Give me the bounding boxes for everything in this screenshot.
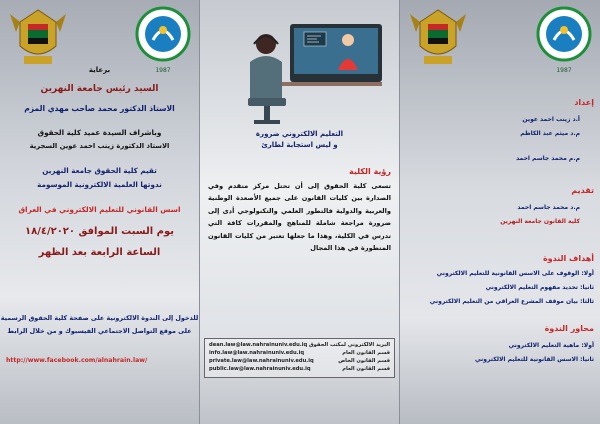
- contact-email[interactable]: public.law@law.nahrainuniv.edu.iq: [209, 366, 311, 372]
- moderator-item: كلية القانون جامعة النهرين: [500, 218, 580, 225]
- prepared-item: أ.د زينب احمد عوين: [522, 116, 580, 123]
- president-name: الاستاذ الدكتور محمد صاحب مهدي المزم: [24, 104, 175, 113]
- moderator-title: تقديم: [571, 186, 594, 195]
- symposium-title: اسس القانوني للتعليم الالكتروني في العراق: [18, 205, 181, 214]
- organizer-line: تقيم كلية الحقوق جامعة النهرين: [42, 166, 157, 175]
- middle-panel: [200, 0, 399, 424]
- iraq-emblem-icon: [8, 4, 68, 74]
- event-date: يوم السبت الموافق ١٨/٤/٢٠٢٠: [24, 226, 174, 237]
- goal-item: أولا: الوقوف على الاسس القانونية للتعليم الالكتروني: [436, 270, 594, 277]
- left-panel: [0, 0, 199, 424]
- axis-item: ثانيا: الاسس القانونية للتعليم الالكتروني: [474, 356, 594, 363]
- symposium-label: ندوتها العلمية الالكترونية الموسومة: [37, 180, 162, 189]
- axis-item: أولا: ماهية التعليم الالكتروني: [508, 342, 594, 349]
- contact-label: قسم القانون العام: [342, 350, 390, 356]
- supervision-label: وباشراف السيدة عميد كلية الحقوق: [37, 128, 162, 137]
- axes-title: محاور الندوة: [544, 324, 594, 333]
- contact-emails: [209, 341, 314, 373]
- contact-label: قسم القانون الخاص: [338, 358, 390, 364]
- goal-item: ثالثا: بيان موقف المشرع العراقي من التعليم الالكتروني: [429, 298, 594, 305]
- tagline-2: و ليس استجابة لطارئ: [261, 141, 338, 149]
- contact-email[interactable]: private.law@law.nahrainuniv.edu.iq: [209, 358, 314, 364]
- footer-line-2: على موقع التواصل الاجتماعي الفيسبوك و من خلال الرابط: [7, 327, 192, 335]
- prepared-title: إعداد: [574, 98, 594, 107]
- tagline-1: التعليم الالكتروني ضرورة: [255, 130, 344, 138]
- nahrain-university-logo-icon: [534, 4, 594, 82]
- president-title: السيد رئيس جامعة النهرين: [40, 84, 159, 94]
- event-time: الساعة الرابعة بعد الظهر: [38, 247, 161, 258]
- contact-box: [204, 338, 395, 378]
- vision-title: رؤية الكلية: [349, 167, 391, 176]
- elearning-illustration-icon: [220, 10, 385, 128]
- goals-title: أهداف الندوة: [542, 254, 594, 263]
- prepared-item: م.م محمد جاسم احمد: [516, 155, 580, 162]
- contact-label: البريد الالكتروني لمكتب الحقوق: [309, 342, 390, 348]
- contact-labels: [309, 341, 390, 373]
- moderator-item: م.د محمد جاسم احمد: [517, 204, 580, 211]
- contact-email[interactable]: info.law@law.nahrainuniv.edu.iq: [209, 350, 305, 356]
- svg-text:1987: 1987: [155, 67, 171, 74]
- logo-row: [404, 4, 596, 82]
- vision-text: تسعى كلية الحقوق إلى أن تحتل مركز متقدم وفي الصدارة بين كليات القانون على جميع الأصعدة الوطنية والعربية والدولية فالتطور العلمي والتكنولوجي أدى إلى ضرورة مراجعة شاملة للمناهج والمقررات كافة التي تدرس في الكلية، وهذا ما جعلها تعتبر من كليات القانون المتطورة في هذا المجال: [208, 182, 391, 253]
- footer-line-1: للدخول إلى الندوة الالكترونية على صفحة كلية الحقوق الرسمية: [0, 314, 199, 322]
- right-panel: [400, 0, 600, 424]
- goal-item: ثانيا: تحديد مفهوم التعليم الالكتروني: [485, 284, 594, 291]
- contact-label: قسم القانون العام: [342, 366, 390, 372]
- prepared-item: م.د ميثم عبد الكاظم: [520, 130, 580, 137]
- dean-name: الاستاذ الدكتورة زينب احمد عوين السجرية: [29, 142, 170, 150]
- patronage-label: برعاية: [88, 66, 111, 74]
- iraq-emblem-icon: [408, 4, 468, 74]
- contact-email[interactable]: dean.law@law.nahrainuniv.edu.iq: [209, 342, 308, 348]
- facebook-link[interactable]: http://www.facebook.com/alnahrain.law/: [6, 357, 148, 364]
- svg-text:1987: 1987: [556, 67, 572, 74]
